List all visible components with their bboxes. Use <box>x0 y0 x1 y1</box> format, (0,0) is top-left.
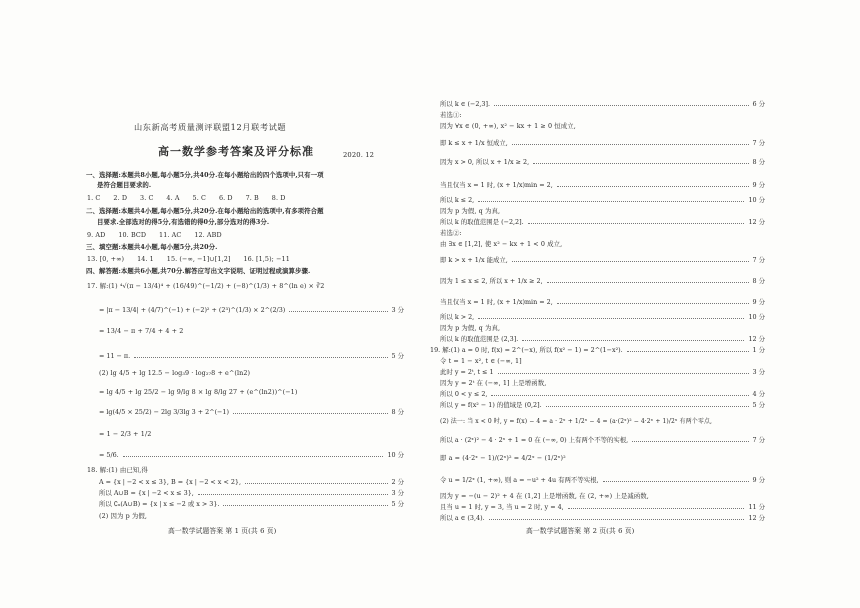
section-3-answers: 13. [0, +∞) 14. 1 15. (−∞, −1]∪[1,2] 16. [1,5); −11 <box>87 255 290 263</box>
answer-line: 所以 0 < y ≤ 2, 4 分 <box>440 390 765 398</box>
q17-line-3: = 13/4 − π + 7/4 + 4 + 2 <box>99 327 184 335</box>
answer-line: 因为 p 为假, q 为真, <box>440 324 501 332</box>
date-label: 2020. 12 <box>343 151 375 159</box>
score-label: 11 分 <box>748 503 765 511</box>
score-label: 5 分 <box>391 500 404 508</box>
q17-line-8: = 1 − 2/3 + 1/2 <box>99 430 152 438</box>
q18-line-5: (2) 因为 p 为假, <box>99 512 148 520</box>
answer-line: 所以 k 的取值范围是 (2,3]. 12 分 <box>440 335 765 343</box>
q18-line-4: 所以 ∁ᵤ(A∪B) = {x | x ≤ −2 或 x > 3}. 5 分 <box>99 500 404 508</box>
q17-line-5: (2) lg 4/5 + lg 12.5 − log₃9 · log₂₇8 + e^(ln2) <box>99 369 251 377</box>
answer-line: 所以 a · (2ˣ)² − 4 · 2ˣ + 1 = 0 在 (−∞, 0) 上有两个不等的实根, 7 分 <box>440 436 765 444</box>
score-label: 6 分 <box>752 100 765 108</box>
score-label: 5 分 <box>752 401 765 409</box>
score-label: 9 分 <box>752 298 765 306</box>
q17-line-7: = lg(4/5 × 25/2) − 2lg 3/3lg 3 + 2^(−1) 8 分 <box>99 408 404 416</box>
score-label: 9 分 <box>752 476 765 484</box>
answer-line: 因为 y = −(u − 2)² + 4 在 (1,2] 上是增函数, 在 (2, +∞) 上是减函数, <box>440 492 649 500</box>
answer-line: 且当 u = 1 时, y = 3, 当 u = 2 时, y = 4, 11 分 <box>440 503 765 511</box>
answer-line: 因为 p 为假, q 为真, <box>440 207 501 215</box>
answer-line: 所以 a ∈ (3,4). 12 分 <box>440 514 765 522</box>
q17-line-2: = |π − 13/4| + (4/7)^(−1) + (−2)² + (2³)^(1/3) × 2^(2/3) 3 分 <box>99 306 404 314</box>
score-label: 3 分 <box>391 489 404 497</box>
answer-line: 令 t = 1 − x², t ∈ (−∞, 1] <box>440 357 522 365</box>
answer-line: 即 a = (4·2ˣ − 1)/(2ˣ)² = 4/2ˣ − (1/2ˣ)² <box>440 454 566 462</box>
score-label: 3 分 <box>752 368 765 376</box>
q18-line-1: 18. 解:(1) 由已知,得 <box>87 466 148 474</box>
answer-line: 因为 x > 0, 所以 x + 1/x ≥ 2, 8 分 <box>440 158 765 166</box>
score-label: 9 分 <box>752 181 765 189</box>
answer-line: 当且仅当 x = 1 时, (x + 1/x)min = 2, 9 分 <box>440 298 765 306</box>
score-label: 8 分 <box>391 408 404 416</box>
section-1-heading-cont: 是符合题目要求的. <box>97 181 152 189</box>
answer-line: 若选①: <box>440 111 462 119</box>
exam-header: 山东新高考质量测评联盟12月联考试题 <box>134 122 287 132</box>
q18-line-3: 所以 A∪B = {x | −2 < x ≤ 3}, 3 分 <box>99 489 404 497</box>
score-label: 1 分 <box>752 346 765 354</box>
q17-line-6: = lg 4/5 + lg 25/2 − lg 9/lg 8 × lg 8/lg 27 + (e^(ln2))^(−1) <box>99 388 298 396</box>
answer-line: 当且仅当 x = 1 时, (x + 1/x)min = 2, 9 分 <box>440 181 765 189</box>
section-4-heading: 四、解答题:本题共6小题,共70分.解答应写出文字说明、证明过程或演算步骤. <box>86 267 311 275</box>
page-footer: 高一数学试题答案 第 2 页(共 6 页) <box>526 527 635 535</box>
score-label: 10 分 <box>387 451 404 459</box>
answer-line: 所以 k > 2, 10 分 <box>440 313 765 321</box>
score-label: 5 分 <box>391 352 404 360</box>
answer-line: 由 ∃x ∈ [1,2], 使 x² − kx + 1 < 0 成立, <box>440 240 563 248</box>
answer-line: 所以 y = f(x² − 1) 的值域是 (0,2]. 5 分 <box>440 401 765 409</box>
q17-line-4: = 11 − π. 5 分 <box>99 352 404 360</box>
answer-line: 因为 1 ≤ x ≤ 2, 所以 x + 1/x ≥ 2, 8 分 <box>440 277 765 285</box>
q17-line-9: = 5/6. 10 分 <box>99 451 404 459</box>
score-label: 3 分 <box>391 306 404 314</box>
section-2-answers: 9. AD 10. BCD 11. AC 12. ABD <box>87 231 222 239</box>
score-label: 10 分 <box>748 313 765 321</box>
answer-line: 因为 y = 2ᵗ 在 (−∞, 1] 上是增函数, <box>440 379 547 387</box>
score-label: 8 分 <box>752 277 765 285</box>
answer-line: 所以 k ≤ 2, 10 分 <box>440 196 765 204</box>
score-label: 12 分 <box>748 218 765 226</box>
page-footer: 高一数学试题答案 第 1 页(共 6 页) <box>168 527 277 535</box>
answer-line: 即 k ≤ x + 1/x 恒成立, 7 分 <box>440 139 765 147</box>
answer-line: 所以 k ∈ (−2,3]. 6 分 <box>440 100 765 108</box>
answer-line: (2) 法一: 当 x < 0 时, y = f(x) − 4 = a · 2ˣ + 1/2ˣ − 4 = (a·(2ˣ)² − 4·2ˣ + 1)/2ˣ 有两个零点, <box>440 418 713 425</box>
score-label: 8 分 <box>752 158 765 166</box>
score-label: 7 分 <box>752 436 765 444</box>
section-3-heading: 三、填空题:本题共4小题,每小题5分,共20分. <box>86 243 218 251</box>
answer-line: 令 u = 1/2ˣ (1, +∞), 则 a = −u² + 4u 有两不等实根, 9 分 <box>440 476 765 484</box>
score-label: 7 分 <box>752 256 765 264</box>
section-2-heading-cont: 目要求.全部选对的得5分,有选错的得0分,部分选对的得3分. <box>97 218 270 226</box>
section-2-heading: 二、选择题:本题共4小题,每小题5分,共20分.在每小题给出的选项中,有多项符合题 <box>86 207 324 215</box>
answer-line: 因为 ∀x ∈ (0, +∞), x² − kx + 1 ≥ 0 恒成立, <box>440 122 576 130</box>
section-1-heading: 一、选择题:本题共8小题,每小题5分,共40分.在每小题给出的四个选项中,只有一项 <box>86 171 324 179</box>
answer-line: 若选②: <box>440 229 462 237</box>
answer-line: 即 k > x + 1/x 能成立, 7 分 <box>440 256 765 264</box>
score-label: 12 分 <box>748 514 765 522</box>
score-label: 7 分 <box>752 139 765 147</box>
page-2 <box>430 0 860 608</box>
score-label: 10 分 <box>748 196 765 204</box>
section-1-answers: 1. C 2. D 3. C 4. A 5. C 6. D 7. B 8. D <box>87 194 286 202</box>
answer-line: 此时 y = 2ᵗ, t ≤ 1 3 分 <box>440 368 765 376</box>
page-title: 高一数学参考答案及评分标准 <box>158 145 314 158</box>
answer-line: 所以 k 的取值范围是 (−2,2]. 12 分 <box>440 218 765 226</box>
score-label: 2 分 <box>391 478 404 486</box>
score-label: 12 分 <box>748 335 765 343</box>
answer-line: 19. 解:(1) a = 0 时, f(x) = 2^(−x), 所以 f(x² − 1) = 2^(1−x²). 1 分 <box>430 346 765 354</box>
score-label: 4 分 <box>752 390 765 398</box>
q18-line-2: A = {x | −2 < x ≤ 3}, B = {x | −2 < x < 2}, 2 分 <box>99 478 404 486</box>
q17-line-1: 17. 解:(1) ⁴√(π − 13/4)⁴ + (16/49)^(−1/2) + (−8)^(1/3) + 8^(ln e) × ∛2 <box>87 282 325 290</box>
